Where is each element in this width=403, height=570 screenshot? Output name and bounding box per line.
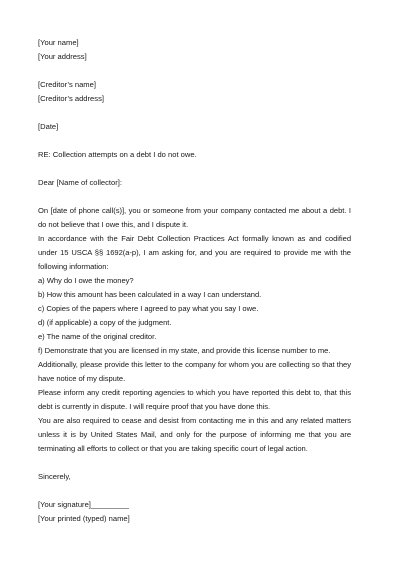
creditor-block (38, 78, 351, 106)
spacer (38, 106, 351, 120)
credit-reporting-paragraph: Please inform any credit reporting agencies to which you have reported this debt to, that this debt is currently in dispute. I will require proof that you have done this. (38, 388, 351, 411)
forward-paragraph: Additionally, please provide this letter to the company for whom you are collecting so that they have notice of my dispute. (38, 360, 351, 383)
sender-block (38, 36, 351, 64)
salutation: Dear [Name of collector]: (38, 178, 122, 187)
signature-line: [Your signature]_________ (38, 500, 129, 509)
sender-name: [Your name] (38, 38, 79, 47)
creditor-name: [Creditor’s name] (38, 80, 96, 89)
spacer (38, 190, 351, 204)
subject-line: RE: Collection attempts on a debt I do not owe. (38, 150, 197, 159)
cease-paragraph: You are also required to cease and desist from contacting me in this and any related matters unless it is by United States Mail, and only for the purpose of informing me that you are terminating all efforts to collect or that you are taking specific court of legal action. (38, 416, 351, 453)
letter-date: [Date] (38, 122, 59, 131)
list-item: b) How this amount has been calculated in a way I can understand. (38, 290, 262, 299)
spacer (38, 484, 351, 498)
letter-document (38, 36, 351, 526)
printed-name: [Your printed (typed) name] (38, 514, 130, 523)
creditor-address: [Creditor’s address] (38, 94, 104, 103)
list-item: f) Demonstrate that you are licensed in my state, and provide this license number to me. (38, 346, 331, 355)
list-item: e) The name of the original creditor. (38, 332, 157, 341)
request-paragraph: In accordance with the Fair Debt Collection Practices Act formally known as and codified under 15 USCA §§ 1692(a-p), I am asking for, and you are required to provide me with the following information: (38, 234, 351, 271)
intro-paragraph: On [date of phone call(s)], you or someone from your company contacted me about a debt. I do not believe that I owe this, and I dispute it. (38, 206, 351, 229)
list-item: a) Why do I owe the money? (38, 276, 134, 285)
sender-address: [Your address] (38, 52, 87, 61)
list-item: d) (if applicable) a copy of the judgment. (38, 318, 172, 327)
spacer (38, 162, 351, 176)
spacer (38, 64, 351, 78)
spacer (38, 456, 351, 470)
list-item: c) Copies of the papers where I agreed to pay what you say I owe. (38, 304, 259, 313)
closing: Sincerely, (38, 472, 71, 481)
spacer (38, 134, 351, 148)
signature-block (38, 498, 351, 526)
requested-info-list (38, 274, 351, 358)
letter-body (38, 204, 351, 456)
